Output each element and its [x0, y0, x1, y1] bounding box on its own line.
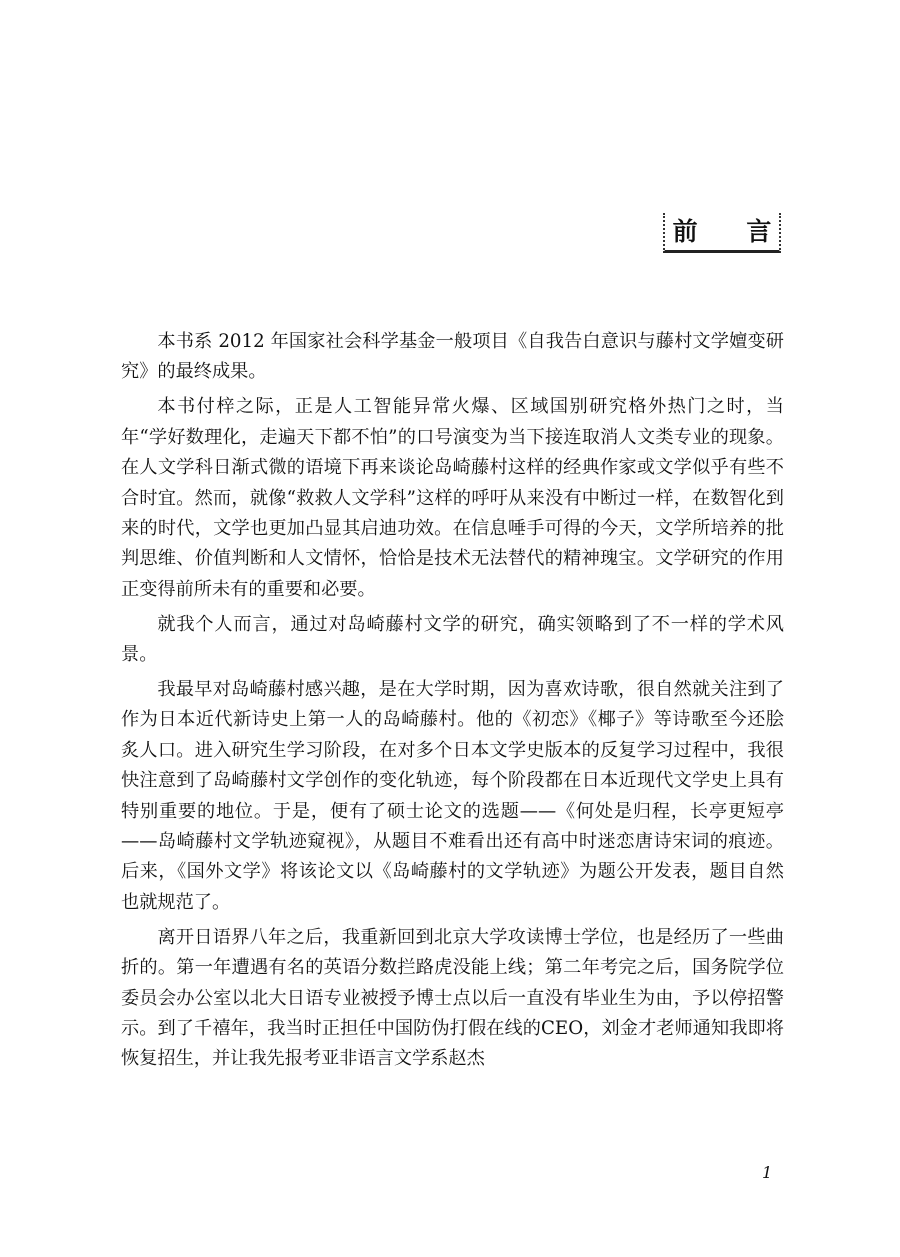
paragraph: 我最早对岛崎藤村感兴趣，是在大学时期，因为喜欢诗歌，很自然就关注到了作为日本近代新诗史上第一人的岛崎藤村。他的《初恋》《椰子》等诗歌至今还脍炙人口。进入研究生学习阶段，在对多个日本文学史版本的反复学习过程中，我很快注意到了岛崎藤村文学创作的变化轨迹，每个阶段都在日本近现代文学史上具有特别重要的地位。于是，便有了硕士论文的选题——《何处是归程，长亭更短亭——岛崎藤村文学轨迹窥视》，从题目不难看出还有高中时迷恋唐诗宋词的痕迹。后来，《国外文学》将该论文以《岛崎藤村的文学轨迹》为题公开发表，题目自然也就规范了。	[121, 678, 784, 913]
paragraph: 就我个人而言，通过对岛崎藤村文学的研究，确实领略到了不一样的学术风景。	[121, 613, 784, 666]
paragraph: 本书付梓之际，正是人工智能异常火爆、区域国别研究格外热门之时，当年“学好数理化，走遍天下都不怕”的口号演变为当下接连取消人文类专业的现象。在人文学科日渐式微的语境下再来谈论岛崎藤村这样的经典作家或文学似乎有些不合时宜。然而，就像“救救人文学科”这样的呼吁从来没有中断过一样，在数智化到来的时代，文学也更加凸显其启迪功效。在信息唾手可得的今天，文学所培养的批判思维、价值判断和人文情怀，恰恰是技术无法替代的精神瑰宝。文学研究的作用正变得前所未有的重要和必要。	[121, 396, 784, 600]
chapter-title: 前 言	[672, 217, 792, 246]
chapter-heading-box	[663, 213, 792, 253]
body-text	[121, 327, 784, 1079]
paragraph: 本书系 2012 年国家社会科学基金一般项目《自我告白意识与藤村文学嬗变研究》的最终成果。	[121, 331, 784, 383]
page-number: 1	[762, 1163, 773, 1182]
paragraph: 离开日语界八年之后，我重新回到北京大学攻读博士学位，也是经历了一些曲折的。第一年遭遇有名的英语分数拦路虎没能上线；第二年考完之后，国务院学位委员会办公室以北大日语专业被授予博士点以后一直没有毕业生为由，予以停招警示。到了千禧年，我当时正担任中国防伪打假在线的CEO，刘金才老师通知我即将恢复招生，并让我先报考亚非语言文学系赵杰	[121, 926, 784, 1070]
